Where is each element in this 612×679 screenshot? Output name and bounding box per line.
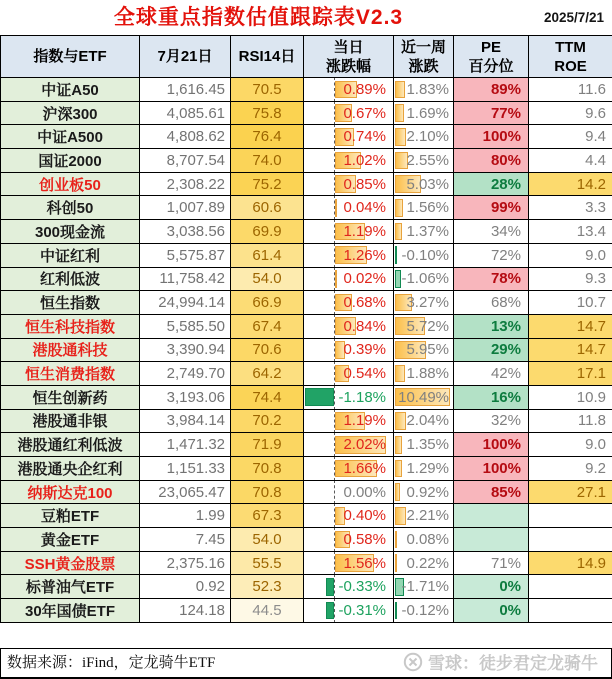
daily-change-value: -1.18% xyxy=(338,388,386,406)
weekly-change-value: -1.06% xyxy=(401,270,449,288)
daily-change-value: 1.66% xyxy=(343,459,386,477)
daily-change-bar xyxy=(335,199,337,217)
weekly-change-value: 2.55% xyxy=(406,151,449,169)
pe-percentile-cell: 100% xyxy=(454,433,529,457)
pe-percentile-cell: 77% xyxy=(454,101,529,125)
table-row xyxy=(1,457,612,481)
daily-change-cell xyxy=(304,599,394,623)
pe-percentile-cell: 16% xyxy=(454,385,529,409)
index-name-cell: 中证A500 xyxy=(1,125,140,149)
rsi-cell: 75.2 xyxy=(231,172,304,196)
close-cell: 1,616.45 xyxy=(140,78,231,102)
pe-percentile-cell xyxy=(454,504,529,528)
rsi-cell: 54.0 xyxy=(231,267,304,291)
weekly-change-cell xyxy=(394,338,454,362)
roe-cell: 17.1 xyxy=(529,362,612,386)
rsi-cell: 70.8 xyxy=(231,457,304,481)
weekly-change-cell xyxy=(394,220,454,244)
rsi-cell: 70.6 xyxy=(231,338,304,362)
weekly-change-cell xyxy=(394,291,454,315)
index-name-cell: 港股通红利低波 xyxy=(1,433,140,457)
close-cell: 4,085.61 xyxy=(140,101,231,125)
weekly-change-bar xyxy=(395,246,397,264)
weekly-change-bar xyxy=(395,554,397,572)
weekly-change-value: -0.12% xyxy=(401,601,449,619)
close-cell: 3,390.94 xyxy=(140,338,231,362)
weekly-change-value: 1.56% xyxy=(406,199,449,217)
daily-change-bar xyxy=(335,270,337,288)
daily-change-cell xyxy=(304,220,394,244)
roe-cell: 11.8 xyxy=(529,409,612,433)
weekly-change-cell xyxy=(394,551,454,575)
roe-cell: 10.9 xyxy=(529,385,612,409)
column-header-1: 7月21日 xyxy=(140,36,231,78)
daily-change-value: 0.67% xyxy=(343,104,386,122)
valuation-table xyxy=(0,35,612,623)
index-name-cell: 恒生科技指数 xyxy=(1,314,140,338)
weekly-change-cell xyxy=(394,385,454,409)
pe-percentile-cell: 80% xyxy=(454,149,529,173)
daily-change-value: 0.89% xyxy=(343,80,386,98)
weekly-change-cell xyxy=(394,314,454,338)
roe-cell: 9.6 xyxy=(529,101,612,125)
weekly-change-bar xyxy=(395,365,405,383)
table-row xyxy=(1,338,612,362)
weekly-change-cell xyxy=(394,480,454,504)
weekly-change-cell xyxy=(394,599,454,623)
pe-percentile-cell: 99% xyxy=(454,196,529,220)
daily-change-bar xyxy=(326,602,334,620)
pe-percentile-cell: 42% xyxy=(454,362,529,386)
weekly-change-cell xyxy=(394,362,454,386)
rsi-cell: 75.8 xyxy=(231,101,304,125)
roe-cell: 4.4 xyxy=(529,149,612,173)
daily-change-value: 0.40% xyxy=(343,507,386,525)
daily-change-value: -0.31% xyxy=(338,601,386,619)
rsi-cell: 66.9 xyxy=(231,291,304,315)
index-name-cell: 恒生创新药 xyxy=(1,385,140,409)
rsi-cell: 74.4 xyxy=(231,385,304,409)
roe-cell: 9.0 xyxy=(529,243,612,267)
roe-cell xyxy=(529,504,612,528)
weekly-change-cell xyxy=(394,243,454,267)
rsi-cell: 67.4 xyxy=(231,314,304,338)
rsi-cell: 54.0 xyxy=(231,528,304,552)
daily-change-cell xyxy=(304,125,394,149)
weekly-change-cell xyxy=(394,504,454,528)
roe-cell xyxy=(529,528,612,552)
daily-change-cell xyxy=(304,291,394,315)
daily-change-value: 0.68% xyxy=(343,294,386,312)
weekly-change-cell xyxy=(394,101,454,125)
daily-change-cell xyxy=(304,528,394,552)
close-cell: 3,038.56 xyxy=(140,220,231,244)
rsi-cell: 74.0 xyxy=(231,149,304,173)
weekly-change-bar xyxy=(395,531,397,549)
rsi-cell: 55.5 xyxy=(231,551,304,575)
close-cell: 5,575.87 xyxy=(140,243,231,267)
roe-cell xyxy=(529,575,612,599)
weekly-change-value: 0.22% xyxy=(406,554,449,572)
index-name-cell: 港股通科技 xyxy=(1,338,140,362)
column-header-5: PE 百分位 xyxy=(454,36,529,78)
close-cell: 11,758.42 xyxy=(140,267,231,291)
weekly-change-value: 0.08% xyxy=(406,530,449,548)
table-row xyxy=(1,172,612,196)
rsi-cell: 64.2 xyxy=(231,362,304,386)
daily-change-cell xyxy=(304,433,394,457)
table-row xyxy=(1,125,612,149)
daily-change-cell xyxy=(304,267,394,291)
close-cell: 4,808.62 xyxy=(140,125,231,149)
close-cell: 1.99 xyxy=(140,504,231,528)
watermark xyxy=(403,649,598,674)
table-row xyxy=(1,78,612,102)
daily-change-value: 1.19% xyxy=(343,412,386,430)
column-header-6: TTM ROE xyxy=(529,36,612,78)
weekly-change-bar xyxy=(395,104,404,122)
index-name-cell: 豆粕ETF xyxy=(1,504,140,528)
table-row xyxy=(1,433,612,457)
index-name-cell: 标普油气ETF xyxy=(1,575,140,599)
weekly-change-cell xyxy=(394,457,454,481)
daily-change-cell xyxy=(304,243,394,267)
close-cell: 2,749.70 xyxy=(140,362,231,386)
rsi-cell: 67.3 xyxy=(231,504,304,528)
weekly-change-value: 1.83% xyxy=(406,80,449,98)
watermark-text: 雪球：徒步君定龙骑牛 xyxy=(428,654,598,673)
rsi-cell: 52.3 xyxy=(231,575,304,599)
table-row xyxy=(1,551,612,575)
close-cell: 8,707.54 xyxy=(140,149,231,173)
table-row xyxy=(1,504,612,528)
pe-percentile-cell: 85% xyxy=(454,480,529,504)
daily-change-value: 0.54% xyxy=(343,365,386,383)
column-header-3: 当日 涨跌幅 xyxy=(304,36,394,78)
close-cell: 3,193.06 xyxy=(140,385,231,409)
roe-cell: 14.7 xyxy=(529,314,612,338)
pe-percentile-cell: 28% xyxy=(454,172,529,196)
weekly-change-value: 1.37% xyxy=(406,222,449,240)
roe-cell: 3.3 xyxy=(529,196,612,220)
roe-cell: 9.4 xyxy=(529,125,612,149)
column-header-0: 指数与ETF xyxy=(1,36,140,78)
column-header-2: RSI14日 xyxy=(231,36,304,78)
weekly-change-value: 3.27% xyxy=(406,294,449,312)
daily-change-value: 1.26% xyxy=(343,246,386,264)
daily-change-cell xyxy=(304,196,394,220)
daily-change-cell xyxy=(304,504,394,528)
rsi-cell: 70.8 xyxy=(231,480,304,504)
daily-change-cell xyxy=(304,385,394,409)
weekly-change-cell xyxy=(394,196,454,220)
roe-cell: 10.7 xyxy=(529,291,612,315)
weekly-change-value: 2.10% xyxy=(406,128,449,146)
close-cell: 2,308.22 xyxy=(140,172,231,196)
roe-cell: 9.2 xyxy=(529,457,612,481)
weekly-change-bar xyxy=(395,81,405,99)
pe-percentile-cell xyxy=(454,528,529,552)
index-name-cell: 中证红利 xyxy=(1,243,140,267)
close-cell: 7.45 xyxy=(140,528,231,552)
daily-change-bar xyxy=(305,388,335,406)
weekly-change-value: -0.10% xyxy=(401,246,449,264)
rsi-cell: 76.4 xyxy=(231,125,304,149)
pe-percentile-cell: 0% xyxy=(454,599,529,623)
table-row xyxy=(1,267,612,291)
table-row xyxy=(1,314,612,338)
daily-change-cell xyxy=(304,78,394,102)
weekly-change-value: 2.21% xyxy=(406,507,449,525)
rsi-cell: 71.9 xyxy=(231,433,304,457)
roe-cell: 9.0 xyxy=(529,433,612,457)
weekly-change-value: 1.69% xyxy=(406,104,449,122)
weekly-change-value: 1.88% xyxy=(406,365,449,383)
close-cell: 5,585.50 xyxy=(140,314,231,338)
daily-change-value: 0.04% xyxy=(343,199,386,217)
weekly-change-cell xyxy=(394,433,454,457)
table-row xyxy=(1,480,612,504)
report-date: 2025/7/21 xyxy=(543,10,604,25)
weekly-change-cell xyxy=(394,267,454,291)
close-cell: 1,471.32 xyxy=(140,433,231,457)
close-cell: 2,375.16 xyxy=(140,551,231,575)
weekly-change-value: 10.49% xyxy=(398,388,449,406)
close-cell: 1,151.33 xyxy=(140,457,231,481)
daily-change-value: -0.33% xyxy=(338,578,386,596)
weekly-change-cell xyxy=(394,78,454,102)
roe-cell: 27.1 xyxy=(529,480,612,504)
weekly-change-bar xyxy=(395,602,397,620)
roe-cell: 13.4 xyxy=(529,220,612,244)
daily-change-cell xyxy=(304,172,394,196)
table-row xyxy=(1,196,612,220)
table-row xyxy=(1,385,612,409)
close-cell: 124.18 xyxy=(140,599,231,623)
data-source-label: 数据来源：iFind，定龙骑牛ETF xyxy=(7,655,216,671)
daily-change-bar xyxy=(326,578,334,596)
close-cell: 0.92 xyxy=(140,575,231,599)
daily-change-cell xyxy=(304,149,394,173)
pe-percentile-cell: 89% xyxy=(454,78,529,102)
weekly-change-bar xyxy=(395,199,403,217)
rsi-cell: 61.4 xyxy=(231,243,304,267)
pe-percentile-cell: 29% xyxy=(454,338,529,362)
index-name-cell: 科创50 xyxy=(1,196,140,220)
weekly-change-bar xyxy=(395,128,406,146)
index-name-cell: 中证A50 xyxy=(1,78,140,102)
pe-percentile-cell: 0% xyxy=(454,575,529,599)
rsi-cell: 60.6 xyxy=(231,196,304,220)
daily-change-cell xyxy=(304,480,394,504)
weekly-change-cell xyxy=(394,125,454,149)
pe-percentile-cell: 78% xyxy=(454,267,529,291)
index-name-cell: 国证2000 xyxy=(1,149,140,173)
table-row xyxy=(1,291,612,315)
daily-change-cell xyxy=(304,551,394,575)
index-name-cell: 创业板50 xyxy=(1,172,140,196)
pe-percentile-cell: 100% xyxy=(454,125,529,149)
daily-change-cell xyxy=(304,457,394,481)
table-row xyxy=(1,362,612,386)
weekly-change-value: 5.03% xyxy=(406,175,449,193)
weekly-change-value: -1.71% xyxy=(401,578,449,596)
roe-cell: 11.6 xyxy=(529,78,612,102)
pe-percentile-cell: 71% xyxy=(454,551,529,575)
weekly-change-bar xyxy=(395,460,402,478)
index-name-cell: 恒生指数 xyxy=(1,291,140,315)
table-row xyxy=(1,528,612,552)
weekly-change-bar xyxy=(395,223,402,241)
daily-change-value: 0.85% xyxy=(343,175,386,193)
close-cell: 3,984.14 xyxy=(140,409,231,433)
weekly-change-value: 5.72% xyxy=(406,317,449,335)
table-row xyxy=(1,575,612,599)
column-header-4: 近一周 涨跌 xyxy=(394,36,454,78)
index-name-cell: 沪深300 xyxy=(1,101,140,125)
table-row xyxy=(1,243,612,267)
xueqiu-logo-icon xyxy=(403,652,423,672)
roe-cell: 14.2 xyxy=(529,172,612,196)
weekly-change-bar xyxy=(395,483,400,501)
daily-change-value: 1.56% xyxy=(343,554,386,572)
daily-change-cell xyxy=(304,575,394,599)
daily-change-cell xyxy=(304,314,394,338)
daily-change-value: 0.00% xyxy=(343,483,386,501)
index-name-cell: SSH黄金股票 xyxy=(1,551,140,575)
close-cell: 23,065.47 xyxy=(140,480,231,504)
weekly-change-cell xyxy=(394,575,454,599)
pe-percentile-cell: 13% xyxy=(454,314,529,338)
close-cell: 1,007.89 xyxy=(140,196,231,220)
daily-change-cell xyxy=(304,101,394,125)
index-name-cell: 纳斯达克100 xyxy=(1,480,140,504)
page-title: 全球重点指数估值跟踪表V2.3 xyxy=(113,6,404,29)
weekly-change-value: 5.95% xyxy=(406,341,449,359)
weekly-change-value: 1.29% xyxy=(406,459,449,477)
weekly-change-value: 0.92% xyxy=(406,483,449,501)
pe-percentile-cell: 32% xyxy=(454,409,529,433)
weekly-change-bar xyxy=(395,507,406,525)
rsi-cell: 70.5 xyxy=(231,78,304,102)
daily-change-value: 0.58% xyxy=(343,530,386,548)
daily-change-cell xyxy=(304,338,394,362)
roe-cell: 9.3 xyxy=(529,267,612,291)
daily-change-value: 0.84% xyxy=(343,317,386,335)
daily-change-value: 0.39% xyxy=(343,341,386,359)
roe-cell: 14.7 xyxy=(529,338,612,362)
index-name-cell: 港股通央企红利 xyxy=(1,457,140,481)
pe-percentile-cell: 72% xyxy=(454,243,529,267)
weekly-change-bar xyxy=(395,412,406,430)
index-name-cell: 红利低波 xyxy=(1,267,140,291)
weekly-change-cell xyxy=(394,149,454,173)
index-name-cell: 30年国债ETF xyxy=(1,599,140,623)
index-name-cell: 恒生消费指数 xyxy=(1,362,140,386)
rsi-cell: 69.9 xyxy=(231,220,304,244)
roe-cell: 14.9 xyxy=(529,551,612,575)
pe-percentile-cell: 100% xyxy=(454,457,529,481)
daily-change-value: 0.74% xyxy=(343,128,386,146)
weekly-change-value: 1.35% xyxy=(406,436,449,454)
table-body xyxy=(1,78,612,623)
daily-change-value: 0.02% xyxy=(343,270,386,288)
weekly-change-bar xyxy=(395,270,401,288)
roe-cell xyxy=(529,599,612,623)
daily-change-value: 1.19% xyxy=(343,222,386,240)
table-row xyxy=(1,409,612,433)
index-name-cell: 黄金ETF xyxy=(1,528,140,552)
rsi-cell: 70.2 xyxy=(231,409,304,433)
table-row xyxy=(1,149,612,173)
pe-percentile-cell: 34% xyxy=(454,220,529,244)
table-header xyxy=(1,36,612,78)
table-row xyxy=(1,599,612,623)
pe-percentile-cell: 68% xyxy=(454,291,529,315)
weekly-change-value: 2.04% xyxy=(406,412,449,430)
index-name-cell: 300现金流 xyxy=(1,220,140,244)
rsi-cell: 44.5 xyxy=(231,599,304,623)
weekly-change-cell xyxy=(394,528,454,552)
daily-change-value: 1.02% xyxy=(343,151,386,169)
weekly-change-cell xyxy=(394,172,454,196)
weekly-change-cell xyxy=(394,409,454,433)
title-bar xyxy=(0,0,612,35)
weekly-change-bar xyxy=(395,436,402,454)
header-row xyxy=(1,36,612,78)
table-row xyxy=(1,220,612,244)
close-cell: 24,994.14 xyxy=(140,291,231,315)
index-name-cell: 港股通非银 xyxy=(1,409,140,433)
daily-change-cell xyxy=(304,362,394,386)
table-row xyxy=(1,101,612,125)
daily-change-cell xyxy=(304,409,394,433)
daily-change-value: 2.02% xyxy=(343,436,386,454)
